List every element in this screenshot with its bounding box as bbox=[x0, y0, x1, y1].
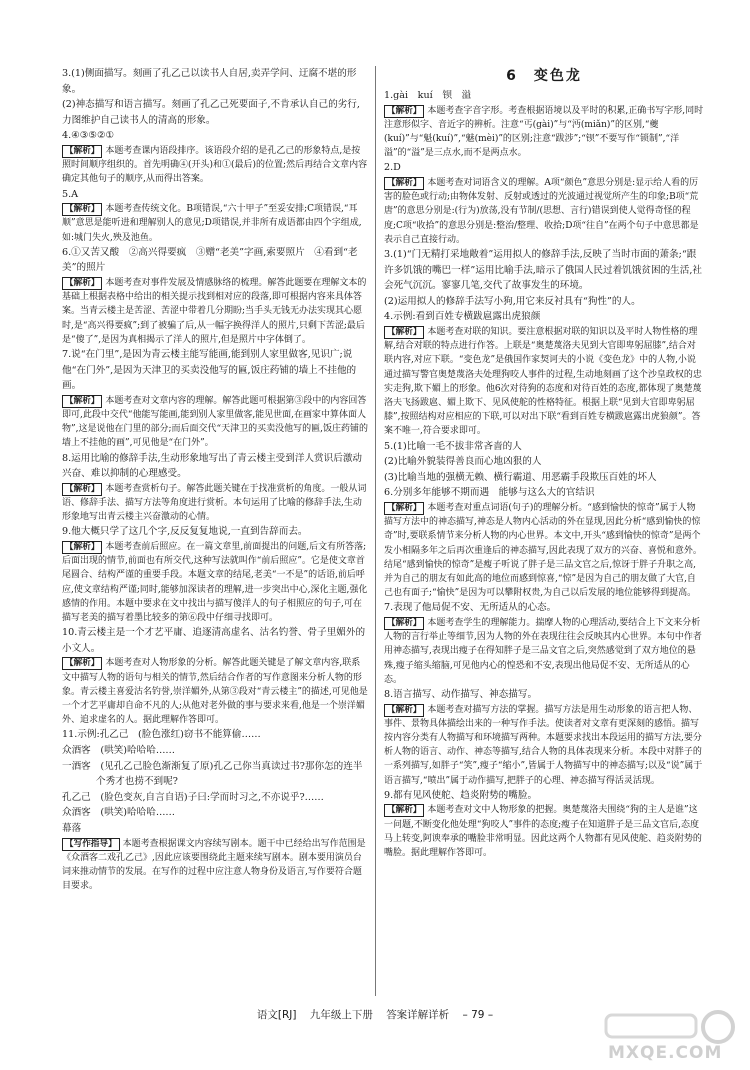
answer-item bbox=[62, 759, 368, 790]
watermark-logo bbox=[600, 1005, 740, 1065]
analysis-tag: 【解析】 bbox=[62, 277, 102, 290]
item-text: 本题考查学生的理解能力。揣摩人物的心理活动,要结合上下文来分析人物的言行举止等细节,因为人物的外在表现往往会反映其内心世界。本句中作者用神态描写,表现出瘦子在得知胖子是三品文官之后,突然感觉到了双方地位的悬殊,瘦子缩头缩脑,可见他内心的惶恐和不安,表现出他局促不安、无所适从的心态。 bbox=[384, 618, 702, 685]
item-text: 本题考查字音字形。考查根据语境以及平时的积累,正确书写字形,同时注意形似字、音近字的辨析。注意“丐(gài)”与“沔(miǎn)”的区别,“夔(kuí)”与“魁(kuí)”,“魅(mèi)”的区别;注意“跋涉”;“钡”不要写作“锁制”,“洋溢”的“溢”是三点水,而不是两点水。 bbox=[384, 105, 704, 159]
item-text: 10.青云楼主是一个才艺平庸、追逐清高虚名、沽名钓誉、骨子里媚外的小文人。 bbox=[62, 627, 366, 654]
item-text: (2)神态描写和语言描写。刻画了孔乙己死要面子,不肯承认自己的劣行,力图维护自己读书人的清高的形象。 bbox=[62, 99, 360, 126]
answer-item bbox=[384, 88, 704, 104]
item-text: 本题考查对词语含义的理解。A项“颜色”意思分别是:显示给人看的厉害的脸色或行动;由物体发射、反射或透过的光波通过视觉所产生的印象;B项“荒唐”的意思分别是:(行为)放荡,没有节制/(思想、言行)错误到使人觉得奇怪的程度;C项“收拾”的意思分别是:整治/整理、收拾;D项“往自”在两个句子中意思都是表示自己直接行动。 bbox=[384, 178, 699, 245]
analysis-tag: 【解析】 bbox=[384, 177, 424, 190]
answer-item bbox=[62, 524, 368, 540]
analysis-paragraph bbox=[62, 276, 368, 347]
answer-item bbox=[384, 470, 704, 486]
item-text: 本题考查对文中人物形象的把握。奥楚蔑洛夫围绕“狗的主人是谁”这一问题,不断变化他处理“狗咬人”事件的态度;瘦子在知道胖子是三品文官后,态度马上转变,阿谀奉承的嘴脸非常明显。因此这两个人物都有见风使舵、趋炎附势的嘴脸。据此理解作答即可。 bbox=[384, 805, 702, 859]
footer-book: 答案详解详析 bbox=[386, 1009, 450, 1021]
analysis-tag: 【解析】 bbox=[384, 105, 424, 118]
analysis-paragraph bbox=[62, 202, 368, 245]
analysis-tag: 【解析】 bbox=[62, 541, 102, 554]
column-divider bbox=[375, 66, 376, 996]
analysis-paragraph bbox=[384, 616, 704, 687]
analysis-paragraph bbox=[62, 482, 368, 525]
item-text: 3.(1)“门无精打采地敞着”运用拟人的修辞手法,反映了当时市面的萧条;“跟许多饥饿的嘴巴一样”运用比喻手法,暗示了俄国人民过着饥饿贫困的生活,社会死气沉沉。寥寥几笔,交代了故事发生的环境。 bbox=[384, 249, 703, 292]
answer-item bbox=[62, 821, 368, 837]
item-text: 9.他大概只学了这几个字,反反复复地说,一直到告辞而去。 bbox=[62, 526, 308, 538]
answer-item bbox=[384, 247, 704, 294]
answer-item bbox=[62, 727, 368, 743]
analysis-paragraph bbox=[62, 656, 368, 727]
item-text: (2)运用拟人的修辞手法写小狗,用它来反衬具有“狗性”的人。 bbox=[384, 295, 641, 307]
answer-item bbox=[62, 790, 368, 806]
item-text: 4.示例:看到百姓专横跋扈露出虎狼颜 bbox=[384, 311, 541, 323]
answer-item bbox=[384, 485, 704, 501]
item-text: 5.(1)比喻一毛不拔非常吝啬的人 bbox=[384, 440, 522, 452]
analysis-tag: 【解析】 bbox=[62, 145, 102, 158]
analysis-tag: 【解析】 bbox=[384, 326, 424, 339]
item-text: 本题考查对描写方法的掌握。描写方法是用生动形象的语言把人物、事件、景物具体描绘出来的一种写作手法。使读者对文章有更深刻的感悟。描写按内容分类有人物描写和环境描写两种。本题要求找出本段运用的描写方法,要分析人物的语言、动作、神态等描写,结合人物的具体表现来分析。本段中对胖子的一系列描写,如胖子“笑”,瘦子“缩小”,皆属于人物描写中的神态描写;以及“说”属于语言描写,“喷出”属于动作描写,把胖子的心理、神态描写得活灵活现。 bbox=[384, 704, 703, 786]
item-text: 众酒客 (哄笑)哈哈哈…… bbox=[62, 744, 176, 756]
analysis-paragraph bbox=[384, 176, 704, 247]
analysis-paragraph bbox=[62, 394, 368, 451]
footer-page-number: – 79 – bbox=[462, 1009, 494, 1021]
item-text: (3)比喻当地的强横无赖、横行霸道、用恶霸手段欺压百姓的坏人 bbox=[384, 471, 657, 483]
analysis-paragraph bbox=[384, 803, 704, 860]
analysis-tag: 【解析】 bbox=[384, 804, 424, 817]
section-title: 6 变色龙 bbox=[506, 68, 582, 84]
answer-item bbox=[384, 600, 704, 616]
item-text: 本题考查对人物形象的分析。解答此题关键是了解文章内容,联系文中描写人物的语句与相关的情节,然后结合作者的写作意图来分析人物的形象。青云楼主喜爱沽名钓誉,崇洋媚外,从第③段对“青云楼主”的描述,可见他是一个才艺平庸却自命不凡的人;从他对老外做的事与要求来看,他是一个崇洋媚外、追求虚名的人。据此理解作答即可。 bbox=[62, 658, 368, 726]
answer-item bbox=[384, 439, 704, 455]
analysis-tag: 【解析】 bbox=[62, 657, 102, 670]
answer-item bbox=[62, 245, 368, 276]
item-text: 本题考查对事件发展及情感脉络的梳理。解答此题要在理解文本的基础上根据表格中给出的相关提示找到相对应的段落,即可根据内容来具体答案。当青云楼主是苦涩、苦涩中带着几分期盼;当手头无钱无办法实现其心愿时,是“高兴得要疯”;到了被骗了后,从一幅字换得洋人的照片,只剩下苦涩;最后是“傻了”,是因为真相揭示了洋人的照片,但是照片中字体倒了。 bbox=[62, 277, 367, 345]
item-text: 8.运用比喻的修辞手法,生动形象地写出了青云楼主受到洋人赏识后激动兴奋、难以抑制的心理感受。 bbox=[62, 452, 363, 480]
analysis-paragraph bbox=[384, 501, 704, 600]
item-text: 本题考查前后照应。在一篇文章里,前面提出的问题,后文有所答落;后面出现的情节,前面也有所交代,这种写法就叫作“前后照应”。它是使文章首尾圆合、结构严谨的重要手段。本题文章的结尾,老美“一不是”的话语,前后呼应,使文章结构严谨;同时,能够加深读者的理解,进一步突出中心,深化主题,强化感情的作用。本题中要求在文中找出与描写傻洋人的句子相照应的句子,可在描写老美的描写着墨比较多的第⑥段中仔细寻找即可。 bbox=[62, 541, 368, 623]
analysis-tag: 【解析】 bbox=[62, 395, 102, 408]
item-text: 8.语言描写、动作描写、神态描写。 bbox=[384, 689, 538, 701]
right-column bbox=[384, 66, 704, 860]
item-text: 本题考查对联的知识。要注意根据对联的知识以及平时人物性格的理解,结合对联的特点进行作答。上联是“奥楚蔑洛夫见到大官即卑躬屈膝”,结合对联内容,对应下联。“变色龙”是俄国作家契诃夫的小说《变色龙》中的人物,小说通过描写警官奥楚蔑洛夫处理狗咬人事件的过程,生动地刻画了这个沙皇政权的忠实走狗,欺下媚上的形象。他6次对待狗的态度和对待百姓的态度,都体现了奥楚蔑洛夫飞扬跋扈、媚上欺下、见风使舵的性格特征。根据上联“见到大官即卑躬屈膝”,按照结构对应相应的下联,可以对出下联“看到百姓专横跋扈露出虎狼颜”。答案不唯一,符合要求即可。 bbox=[384, 326, 702, 437]
item-text: 7.表现了他局促不安、无所适从的心态。 bbox=[384, 602, 557, 614]
item-text: 本题考查对文章内容的理解。解答此题可根据第③段中的内容回答即可,此段中交代“他能写能画,能到别人家里做客,能见世面,在画家中算体面人物”,这是说他在门里的部分;而后面交代“天津卫的买卖没他写的匾,饭庄药铺的墙上不挂他的画”,可见他是“在门外”。 bbox=[62, 395, 368, 449]
analysis-tag: 【解析】 bbox=[62, 483, 102, 496]
answer-item bbox=[384, 788, 704, 804]
item-text: 本题考查赏析句子。解答此题关键在于找准赏析的角度。一般从词语、修辞手法、描写方法等角度进行赏析。本句运用了比喻的修辞手法,生动形象地写出青云楼主兴奋激动的心情。 bbox=[62, 483, 367, 523]
item-text: (2)比喻外貌装得善良而心地凶狠的人 bbox=[384, 456, 542, 468]
answer-item bbox=[384, 294, 704, 310]
answer-item bbox=[62, 97, 368, 128]
answer-item bbox=[62, 625, 368, 656]
left-column bbox=[62, 66, 368, 893]
right-column-body bbox=[384, 88, 704, 860]
item-text: 1.gài kuí 钡 溢 bbox=[384, 90, 472, 101]
item-text: 3.(1)侧面描写。刻画了孔乙己以读书人自居,卖弄学问、迂腐不堪的形象。 bbox=[62, 68, 357, 95]
footer-grade: 九年级上下册 bbox=[309, 1009, 373, 1021]
item-text: 幕落 bbox=[62, 822, 82, 834]
item-text: 2.D bbox=[384, 162, 401, 174]
analysis-tag: 【解析】 bbox=[384, 704, 424, 717]
item-text: 6.分别多年能够不期而遇 能够与这么大的官结识 bbox=[384, 487, 595, 499]
analysis-paragraph bbox=[62, 144, 368, 187]
footer-subject: 语文[RJ] bbox=[256, 1009, 297, 1021]
item-text: 孔乙己 (脸色变灰,自言自语)子曰:学而时习之,不亦说乎?…… bbox=[62, 791, 324, 803]
item-text: 9.都有见风使舵、趋炎附势的嘴脸。 bbox=[384, 789, 538, 801]
answer-item bbox=[62, 805, 368, 821]
analysis-tag: 【解析】 bbox=[384, 617, 424, 630]
answer-item bbox=[62, 451, 368, 482]
answer-item bbox=[62, 187, 368, 203]
item-text: 一酒客 (见孔乙己脸色渐渐复了原)孔乙己你当真读过书?那你怎的连半个秀才也捞不到呢? bbox=[62, 760, 363, 788]
answer-item bbox=[384, 687, 704, 703]
analysis-tag: 【解析】 bbox=[384, 502, 424, 515]
analysis-paragraph bbox=[384, 325, 704, 439]
watermark-icon bbox=[600, 1005, 740, 1045]
watermark-text: MXQE.COM bbox=[608, 1043, 723, 1063]
analysis-tag: 【解析】 bbox=[62, 203, 102, 216]
item-text: 本题考查根据课文内容续写剧本。题干中已经给出写作范围是《众酒客二戏孔乙己》,因此应该要围绕此主题来续写剧本。剧本要用演员台词来推动情节的发展。在写作的过程中应注意人物身份及语言,写作要符合题目要求。 bbox=[62, 838, 366, 892]
analysis-paragraph bbox=[384, 703, 704, 788]
item-text: 6.①又苦又酸 ②高兴得要疯 ③赠“老美”字画,索要照片 ④看到“老美”的照片 bbox=[62, 246, 358, 274]
analysis-paragraph bbox=[62, 837, 368, 894]
item-text: 4.④③⑤②① bbox=[62, 130, 115, 142]
item-text: 本题考查传统文化。B项错误,“六十甲子”至妥安排;C项错误,“耳顺”意思是能听进和理解别人的意见;D项错误,并非所有成语都由四个字组成,如:城门失火,殃及池鱼。 bbox=[62, 204, 362, 243]
answer-item bbox=[384, 309, 704, 325]
item-text: 本题考查课内语段排序。该语段介绍的是孔乙己的形象特点,是按照时间顺序组织的。首先明确④(开头)和①(最后)的位置;然后再结合文章内容确定其他句子的顺序,从而得出答案。 bbox=[62, 145, 368, 185]
answer-item bbox=[384, 454, 704, 470]
answer-item bbox=[384, 160, 704, 176]
item-text: 7.说“在门里”,是因为青云楼主能写能画,能到别人家里做客,见识广;说他“在门外”,是因为天津卫的买卖没他写的匾,饭庄药铺的墙上不挂他的画。 bbox=[62, 348, 357, 392]
item-text: 本题考查对重点词语(句子)的理解分析。“感到愉快的惊奇”属于人物描写方法中的神态描写,神态是人物内心活动的外在显现,因此分析“感到愉快的惊奇”时,要联系情节来分析人物的内心世界。本文中,开头“感到愉快的惊奇”是两个发小相隔多年之后再次重逢后的神态描写,因此表现了双方的兴奋、喜悦和意外。结尾“感到愉快的惊奇”是瘦子听说了胖子是三品文官之后,惊讶于胖子升职之高,并为自己的朋友有如此高的地位而感到惊喜,“惊”是因为自己的朋友做了大官,自己也有面子;“愉快”是因为可以攀附权贵,为自己以后发展的地位能够得到提高。 bbox=[384, 502, 702, 599]
analysis-paragraph bbox=[384, 104, 704, 161]
answer-item bbox=[62, 66, 368, 97]
answer-item bbox=[62, 347, 368, 394]
analysis-tag: 【写作指导】 bbox=[62, 838, 120, 851]
analysis-paragraph bbox=[62, 540, 368, 625]
item-text: 众酒客 (哄笑)哈哈哈…… bbox=[62, 807, 176, 819]
item-text: 11.示例:孔乙己 (脸色涨红)窃书不能算偷…… bbox=[62, 729, 261, 741]
answer-item bbox=[62, 128, 368, 144]
answer-item bbox=[62, 743, 368, 759]
item-text: 5.A bbox=[62, 188, 79, 200]
